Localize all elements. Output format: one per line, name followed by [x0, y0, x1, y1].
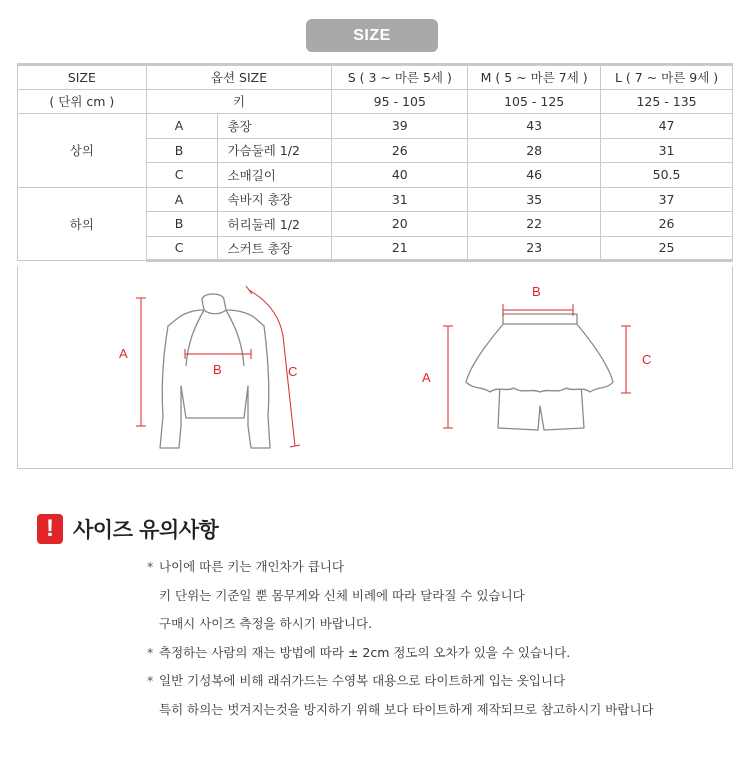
value-s: 40	[332, 163, 468, 188]
notice-text: 나이에 따른 키는 개인차가 큽니다	[159, 559, 344, 574]
height-label-cell: 키	[146, 89, 332, 114]
measurement-diagram-svg	[18, 266, 734, 469]
table-row	[18, 187, 733, 212]
value-m: 46	[468, 163, 601, 188]
measure-code: C	[146, 163, 217, 188]
notice-text: 구매시 사이즈 측정을 하시기 바랍니다.	[159, 616, 373, 632]
notice-line	[147, 585, 727, 614]
group-bottom-label: 하의	[18, 187, 147, 261]
bullet-icon: *	[147, 559, 154, 574]
value-m: 22	[468, 212, 601, 237]
measure-code: C	[146, 236, 217, 261]
table-header-row	[18, 65, 733, 90]
top-label-a: A	[119, 346, 128, 361]
value-s: 20	[332, 212, 468, 237]
size-l-header-cell: L ( 7 ~ 마른 9세 )	[601, 65, 733, 90]
waistband	[503, 314, 577, 324]
measure-code: B	[146, 138, 217, 163]
measure-label: 허리둘레 1/2	[217, 212, 332, 237]
measure-code: A	[146, 114, 217, 139]
value-s: 31	[332, 187, 468, 212]
size-chart-table	[17, 63, 733, 262]
skirt-outline	[466, 322, 613, 392]
notice-text: 특히 하의는 벗겨지는것을 방지하기 위해 보다 타이트하게 제작되므로 참고하시기 바랍니다	[159, 701, 654, 717]
notice-line	[147, 699, 727, 728]
value-l: 47	[601, 114, 733, 139]
notice-line	[147, 642, 727, 671]
size-notice-header	[37, 513, 218, 545]
bullet-icon: *	[147, 673, 154, 689]
measure-label: 총장	[217, 114, 332, 139]
measure-label: 가슴둘레 1/2	[217, 138, 332, 163]
value-l: 26	[601, 212, 733, 237]
value-l: 25	[601, 236, 733, 261]
exclamation-icon: !	[37, 514, 63, 544]
top-label-b: B	[213, 362, 222, 377]
option-size-header-cell: 옵션 SIZE	[146, 65, 332, 90]
value-m: 35	[468, 187, 601, 212]
size-section-badge: SIZE	[306, 19, 438, 52]
skirt-bottom-illustration	[466, 314, 613, 430]
bottom-label-c: C	[642, 352, 652, 367]
value-s: 26	[332, 138, 468, 163]
top-label-c: C	[288, 364, 298, 379]
value-l: 31	[601, 138, 733, 163]
measure-label: 소매길이	[217, 163, 332, 188]
value-m: 23	[468, 236, 601, 261]
size-m-header-cell: M ( 5 ~ 마른 7세 )	[468, 65, 601, 90]
notice-text: 측정하는 사람의 재는 방법에 따라 ± 2cm 정도의 오차가 있을 수 있습니다.	[159, 644, 571, 660]
notice-title: 사이즈 유의사항	[73, 518, 219, 542]
size-notice-list	[147, 556, 727, 728]
measure-code: A	[146, 187, 217, 212]
value-l: 50.5	[601, 163, 733, 188]
notice-line	[147, 670, 727, 699]
size-header-cell: SIZE	[18, 65, 147, 90]
bottom-label-a: A	[422, 370, 431, 385]
table-height-row	[18, 89, 733, 114]
group-top-label: 상의	[18, 114, 147, 188]
notice-text: 일반 기성복에 비해 래쉬가드는 수영복 대용으로 타이트하게 입는 옷입니다	[159, 673, 566, 689]
notice-line	[147, 613, 727, 642]
size-s-header-cell: S ( 3 ~ 마른 5세 )	[332, 65, 468, 90]
measure-code: B	[146, 212, 217, 237]
table-row	[18, 114, 733, 139]
bullet-icon: *	[147, 644, 154, 660]
height-m-cell: 105 - 125	[468, 89, 601, 114]
value-m: 43	[468, 114, 601, 139]
measure-label: 스커트 총장	[217, 236, 332, 261]
notice-text: 키 단위는 기준일 뿐 몸무게와 신체 비례에 따라 달라질 수 있습니다	[159, 587, 525, 603]
bottom-label-b: B	[532, 284, 541, 299]
notice-line	[147, 556, 727, 585]
value-l: 37	[601, 187, 733, 212]
height-s-cell: 95 - 105	[332, 89, 468, 114]
measurement-diagram	[17, 266, 733, 469]
height-l-cell: 125 - 135	[601, 89, 733, 114]
measure-label: 속바지 총장	[217, 187, 332, 212]
value-m: 28	[468, 138, 601, 163]
value-s: 21	[332, 236, 468, 261]
value-s: 39	[332, 114, 468, 139]
unit-cell: ( 단위 cm )	[18, 89, 147, 114]
